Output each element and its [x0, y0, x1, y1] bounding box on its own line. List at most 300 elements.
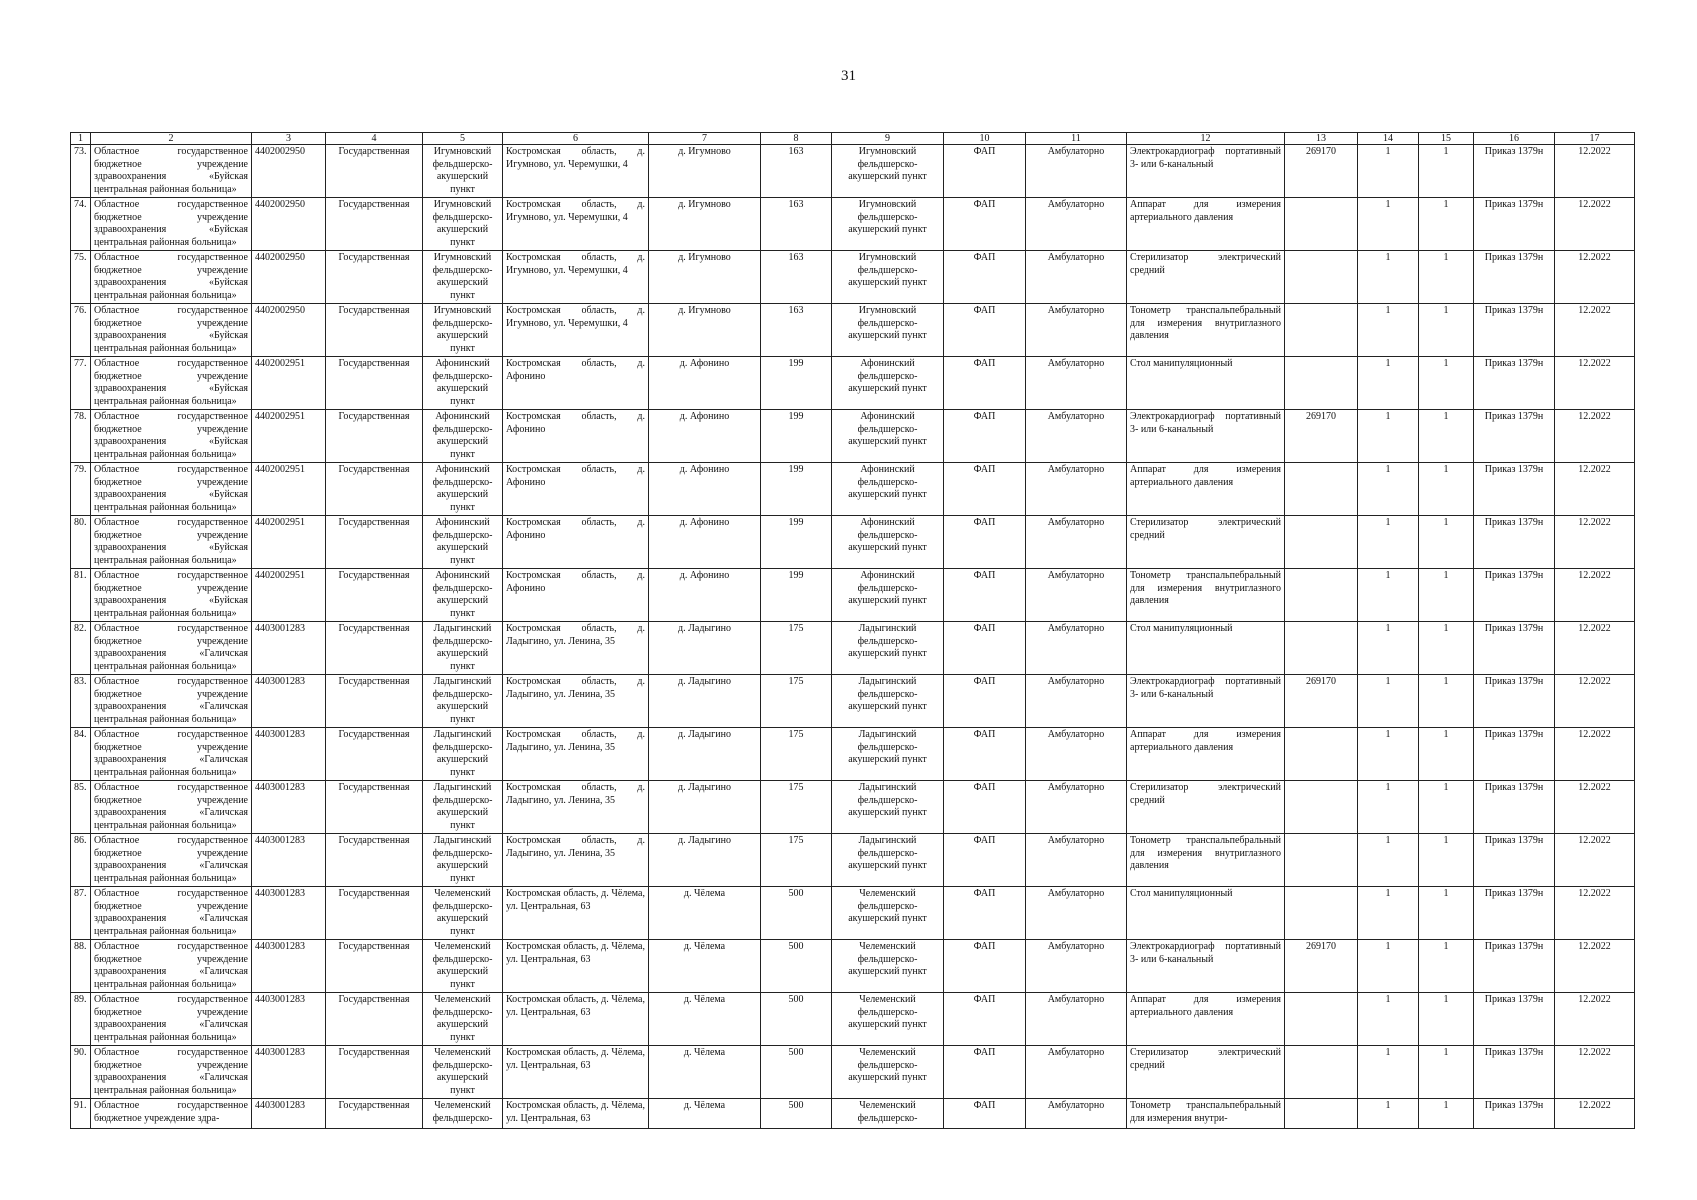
care-type-cell: Амбулаторно — [1026, 622, 1127, 675]
equipment-code-cell — [1285, 887, 1358, 940]
locality-cell: д. Игумново — [649, 304, 761, 357]
ownership-type-cell: Государственная — [326, 198, 423, 251]
unit-name-cell: Игумновский фельдшерско-акушерский пункт — [423, 198, 503, 251]
quantity-cell: 1 — [1358, 198, 1419, 251]
care-type-cell: Амбулаторно — [1026, 940, 1127, 993]
code-cell: 4403001283 — [252, 675, 326, 728]
table-row — [71, 728, 1635, 781]
address-cell: Костромская область, д. Афонино — [503, 463, 649, 516]
row-number-cell: 79. — [71, 463, 91, 516]
care-type-cell: Амбулаторно — [1026, 728, 1127, 781]
column-number-cell: 1 — [71, 133, 91, 145]
facility-kind-cell: ФАП — [944, 675, 1026, 728]
code-cell: 4403001283 — [252, 1099, 326, 1129]
order-cell: Приказ 1379н — [1474, 622, 1555, 675]
ownership-type-cell: Государственная — [326, 145, 423, 198]
address-cell: Костромская область, д. Чёлема, ул. Центральная, 63 — [503, 1099, 649, 1129]
organization-cell: Областное государственное бюджетное учреждение здравоохранения «Галичская центральная районная больница» — [91, 940, 252, 993]
column-number-cell: 6 — [503, 133, 649, 145]
equipment-cell: Стол манипуляционный — [1127, 357, 1285, 410]
locality-cell: д. Игумново — [649, 145, 761, 198]
quantity-cell: 1 — [1358, 834, 1419, 887]
date-cell: 12.2022 — [1555, 728, 1635, 781]
address-cell: Костромская область, д. Ладыгино, ул. Ленина, 35 — [503, 728, 649, 781]
table-row — [71, 463, 1635, 516]
organization-cell: Областное государственное бюджетное учреждение здравоохранения «Буйская центральная районная больница» — [91, 145, 252, 198]
row-number-cell: 85. — [71, 781, 91, 834]
code-cell: 4402002950 — [252, 198, 326, 251]
locality-cell: д. Чёлема — [649, 1046, 761, 1099]
table-row — [71, 569, 1635, 622]
population-cell: 199 — [761, 516, 832, 569]
facility-kind-cell: ФАП — [944, 304, 1026, 357]
facility-cell: Игумновский фельдшерско-акушерский пункт — [832, 198, 944, 251]
care-type-cell: Амбулаторно — [1026, 834, 1127, 887]
population-cell: 500 — [761, 887, 832, 940]
code-cell: 4402002951 — [252, 463, 326, 516]
table-row — [71, 357, 1635, 410]
order-cell: Приказ 1379н — [1474, 251, 1555, 304]
date-cell: 12.2022 — [1555, 569, 1635, 622]
equipment-code-cell — [1285, 728, 1358, 781]
table-row — [71, 1046, 1635, 1099]
row-number-cell: 75. — [71, 251, 91, 304]
address-cell: Костромская область, д. Ладыгино, ул. Ленина, 35 — [503, 781, 649, 834]
unit-name-cell: Афонинский фельдшерско-акушерский пункт — [423, 463, 503, 516]
organization-cell: Областное государственное бюджетное учреждение здравоохранения «Буйская центральная районная больница» — [91, 304, 252, 357]
equipment-cell: Стерилизатор электрический средний — [1127, 516, 1285, 569]
date-cell: 12.2022 — [1555, 940, 1635, 993]
order-cell: Приказ 1379н — [1474, 516, 1555, 569]
address-cell: Костромская область, д. Игумново, ул. Черемушки, 4 — [503, 251, 649, 304]
quantity-cell: 1 — [1419, 463, 1474, 516]
quantity-cell: 1 — [1419, 993, 1474, 1046]
quantity-cell: 1 — [1419, 410, 1474, 463]
organization-cell: Областное государственное бюджетное учреждение здравоохранения «Галичская центральная районная больница» — [91, 887, 252, 940]
date-cell: 12.2022 — [1555, 198, 1635, 251]
care-type-cell: Амбулаторно — [1026, 1046, 1127, 1099]
quantity-cell: 1 — [1358, 781, 1419, 834]
row-number-cell: 77. — [71, 357, 91, 410]
care-type-cell: Амбулаторно — [1026, 410, 1127, 463]
ownership-type-cell: Государственная — [326, 463, 423, 516]
quantity-cell: 1 — [1358, 251, 1419, 304]
population-cell: 175 — [761, 675, 832, 728]
facility-kind-cell: ФАП — [944, 728, 1026, 781]
unit-name-cell: Афонинский фельдшерско-акушерский пункт — [423, 569, 503, 622]
equipment-code-cell — [1285, 463, 1358, 516]
address-cell: Костромская область, д. Игумново, ул. Черемушки, 4 — [503, 198, 649, 251]
column-number-cell: 9 — [832, 133, 944, 145]
ownership-type-cell: Государственная — [326, 569, 423, 622]
organization-cell: Областное государственное бюджетное учреждение здравоохранения «Галичская центральная районная больница» — [91, 675, 252, 728]
care-type-cell: Амбулаторно — [1026, 463, 1127, 516]
date-cell: 12.2022 — [1555, 357, 1635, 410]
unit-name-cell: Челеменский фельдшерско-акушерский пункт — [423, 993, 503, 1046]
organization-cell: Областное государственное бюджетное учреждение здравоохранения «Буйская центральная районная больница» — [91, 516, 252, 569]
equipment-cell: Электрокардиограф портативный 3- или 6-канальный — [1127, 675, 1285, 728]
ownership-type-cell: Государственная — [326, 675, 423, 728]
table-row — [71, 622, 1635, 675]
facility-kind-cell: ФАП — [944, 569, 1026, 622]
quantity-cell: 1 — [1419, 251, 1474, 304]
facility-cell: Игумновский фельдшерско-акушерский пункт — [832, 251, 944, 304]
quantity-cell: 1 — [1358, 516, 1419, 569]
table-row — [71, 145, 1635, 198]
code-cell: 4403001283 — [252, 781, 326, 834]
locality-cell: д. Афонино — [649, 569, 761, 622]
care-type-cell: Амбулаторно — [1026, 675, 1127, 728]
locality-cell: д. Ладыгино — [649, 622, 761, 675]
date-cell: 12.2022 — [1555, 516, 1635, 569]
facility-kind-cell: ФАП — [944, 357, 1026, 410]
order-cell: Приказ 1379н — [1474, 145, 1555, 198]
equipment-code-cell — [1285, 357, 1358, 410]
code-cell: 4402002951 — [252, 516, 326, 569]
organization-cell: Областное государственное бюджетное учреждение здравоохранения «Буйская центральная районная больница» — [91, 198, 252, 251]
equipment-code-cell — [1285, 198, 1358, 251]
ownership-type-cell: Государственная — [326, 728, 423, 781]
equipment-cell: Электрокардиограф портативный 3- или 6-канальный — [1127, 145, 1285, 198]
facility-cell: Афонинский фельдшерско-акушерский пункт — [832, 357, 944, 410]
facility-kind-cell: ФАП — [944, 940, 1026, 993]
equipment-code-cell — [1285, 993, 1358, 1046]
table-row — [71, 887, 1635, 940]
row-number-cell: 87. — [71, 887, 91, 940]
ownership-type-cell: Государственная — [326, 410, 423, 463]
equipment-cell: Стол манипуляционный — [1127, 887, 1285, 940]
care-type-cell: Амбулаторно — [1026, 1099, 1127, 1129]
quantity-cell: 1 — [1358, 410, 1419, 463]
date-cell: 12.2022 — [1555, 834, 1635, 887]
organization-cell: Областное государственное бюджетное учреждение здравоохранения «Галичская центральная районная больница» — [91, 993, 252, 1046]
population-cell: 500 — [761, 993, 832, 1046]
facility-kind-cell: ФАП — [944, 993, 1026, 1046]
date-cell: 12.2022 — [1555, 1046, 1635, 1099]
row-number-cell: 86. — [71, 834, 91, 887]
order-cell: Приказ 1379н — [1474, 357, 1555, 410]
unit-name-cell: Челеменский фельдшерско-акушерский пункт — [423, 940, 503, 993]
organization-cell: Областное государственное бюджетное учреждение здравоохранения «Буйская центральная районная больница» — [91, 357, 252, 410]
equipment-cell: Тонометр транспальпебральный для измерения внутриглазного давления — [1127, 834, 1285, 887]
unit-name-cell: Ладыгинский фельдшерско-акушерский пункт — [423, 675, 503, 728]
column-number-row — [71, 133, 1635, 145]
table-row — [71, 410, 1635, 463]
unit-name-cell: Ладыгинский фельдшерско-акушерский пункт — [423, 834, 503, 887]
locality-cell: д. Игумново — [649, 251, 761, 304]
quantity-cell: 1 — [1358, 463, 1419, 516]
row-number-cell: 84. — [71, 728, 91, 781]
facility-cell: Игумновский фельдшерско-акушерский пункт — [832, 145, 944, 198]
table-row — [71, 516, 1635, 569]
facility-cell: Афонинский фельдшерско-акушерский пункт — [832, 569, 944, 622]
locality-cell: д. Ладыгино — [649, 781, 761, 834]
column-number-cell: 13 — [1285, 133, 1358, 145]
quantity-cell: 1 — [1358, 569, 1419, 622]
code-cell: 4402002950 — [252, 251, 326, 304]
code-cell: 4403001283 — [252, 1046, 326, 1099]
code-cell: 4402002951 — [252, 410, 326, 463]
unit-name-cell: Афонинский фельдшерско-акушерский пункт — [423, 516, 503, 569]
date-cell: 12.2022 — [1555, 463, 1635, 516]
code-cell: 4403001283 — [252, 940, 326, 993]
facility-cell: Афонинский фельдшерско-акушерский пункт — [832, 410, 944, 463]
column-number-cell: 5 — [423, 133, 503, 145]
row-number-cell: 89. — [71, 993, 91, 1046]
population-cell: 199 — [761, 357, 832, 410]
organization-cell: Областное государственное бюджетное учреждение здравоохранения «Галичская центральная районная больница» — [91, 728, 252, 781]
date-cell: 12.2022 — [1555, 251, 1635, 304]
facility-kind-cell: ФАП — [944, 1046, 1026, 1099]
quantity-cell: 1 — [1419, 569, 1474, 622]
table-row — [71, 834, 1635, 887]
locality-cell: д. Ладыгино — [649, 675, 761, 728]
care-type-cell: Амбулаторно — [1026, 569, 1127, 622]
code-cell: 4403001283 — [252, 728, 326, 781]
equipment-cell: Аппарат для измерения артериального давления — [1127, 463, 1285, 516]
equipment-cell: Тонометр транспальпебральный для измерения внутриглазного давления — [1127, 569, 1285, 622]
population-cell: 163 — [761, 304, 832, 357]
order-cell: Приказ 1379н — [1474, 834, 1555, 887]
equipment-cell: Тонометр транспальпебральный для измерения внутриглазного давления — [1127, 304, 1285, 357]
facility-cell: Ладыгинский фельдшерско-акушерский пункт — [832, 622, 944, 675]
equipment-cell: Стерилизатор электрический средний — [1127, 1046, 1285, 1099]
unit-name-cell: Ладыгинский фельдшерско-акушерский пункт — [423, 781, 503, 834]
facility-cell: Ладыгинский фельдшерско-акушерский пункт — [832, 781, 944, 834]
address-cell: Костромская область, д. Чёлема, ул. Центральная, 63 — [503, 993, 649, 1046]
order-cell: Приказ 1379н — [1474, 463, 1555, 516]
facility-kind-cell: ФАП — [944, 516, 1026, 569]
unit-name-cell: Челеменский фельдшерско- — [423, 1099, 503, 1129]
ownership-type-cell: Государственная — [326, 251, 423, 304]
locality-cell: д. Чёлема — [649, 1099, 761, 1129]
population-cell: 199 — [761, 463, 832, 516]
column-number-cell: 11 — [1026, 133, 1127, 145]
order-cell: Приказ 1379н — [1474, 410, 1555, 463]
quantity-cell: 1 — [1419, 887, 1474, 940]
organization-cell: Областное государственное бюджетное учреждение здравоохранения «Галичская центральная районная больница» — [91, 834, 252, 887]
ownership-type-cell: Государственная — [326, 516, 423, 569]
table-row — [71, 993, 1635, 1046]
address-cell: Костромская область, д. Ладыгино, ул. Ленина, 35 — [503, 675, 649, 728]
facility-kind-cell: ФАП — [944, 145, 1026, 198]
quantity-cell: 1 — [1419, 145, 1474, 198]
organization-cell: Областное государственное бюджетное учреждение здравоохранения «Буйская центральная районная больница» — [91, 251, 252, 304]
order-cell: Приказ 1379н — [1474, 887, 1555, 940]
ownership-type-cell: Государственная — [326, 887, 423, 940]
quantity-cell: 1 — [1358, 145, 1419, 198]
locality-cell: д. Чёлема — [649, 993, 761, 1046]
organization-cell: Областное государственное бюджетное учреждение здравоохранения «Буйская центральная районная больница» — [91, 463, 252, 516]
date-cell: 12.2022 — [1555, 304, 1635, 357]
population-cell: 175 — [761, 622, 832, 675]
facility-cell: Челеменский фельдшерско-акушерский пункт — [832, 887, 944, 940]
column-number-cell: 14 — [1358, 133, 1419, 145]
population-cell: 163 — [761, 198, 832, 251]
table-row — [71, 1099, 1635, 1129]
care-type-cell: Амбулаторно — [1026, 993, 1127, 1046]
ownership-type-cell: Государственная — [326, 834, 423, 887]
address-cell: Костромская область, д. Афонино — [503, 410, 649, 463]
column-number-cell: 7 — [649, 133, 761, 145]
quantity-cell: 1 — [1419, 728, 1474, 781]
ownership-type-cell: Государственная — [326, 1099, 423, 1129]
column-number-cell: 17 — [1555, 133, 1635, 145]
equipment-cell: Стерилизатор электрический средний — [1127, 251, 1285, 304]
date-cell: 12.2022 — [1555, 410, 1635, 463]
facility-kind-cell: ФАП — [944, 463, 1026, 516]
unit-name-cell: Игумновский фельдшерско-акушерский пункт — [423, 145, 503, 198]
unit-name-cell: Ладыгинский фельдшерско-акушерский пункт — [423, 728, 503, 781]
row-number-cell: 73. — [71, 145, 91, 198]
order-cell: Приказ 1379н — [1474, 993, 1555, 1046]
row-number-cell: 83. — [71, 675, 91, 728]
column-number-cell: 16 — [1474, 133, 1555, 145]
facility-kind-cell: ФАП — [944, 1099, 1026, 1129]
quantity-cell: 1 — [1419, 304, 1474, 357]
equipment-cell: Аппарат для измерения артериального давления — [1127, 728, 1285, 781]
quantity-cell: 1 — [1419, 781, 1474, 834]
equipment-code-cell: 269170 — [1285, 940, 1358, 993]
quantity-cell: 1 — [1358, 940, 1419, 993]
row-number-cell: 81. — [71, 569, 91, 622]
unit-name-cell: Афонинский фельдшерско-акушерский пункт — [423, 357, 503, 410]
facility-cell: Челеменский фельдшерско-акушерский пункт — [832, 993, 944, 1046]
facility-kind-cell: ФАП — [944, 781, 1026, 834]
facility-cell: Афонинский фельдшерско-акушерский пункт — [832, 463, 944, 516]
equipment-code-cell — [1285, 622, 1358, 675]
table-row — [71, 304, 1635, 357]
ownership-type-cell: Государственная — [326, 304, 423, 357]
facility-cell: Афонинский фельдшерско-акушерский пункт — [832, 516, 944, 569]
population-cell: 500 — [761, 1046, 832, 1099]
order-cell: Приказ 1379н — [1474, 1046, 1555, 1099]
code-cell: 4403001283 — [252, 622, 326, 675]
organization-cell: Областное государственное бюджетное учреждение здравоохранения «Галичская центральная районная больница» — [91, 1046, 252, 1099]
row-number-cell: 90. — [71, 1046, 91, 1099]
ownership-type-cell: Государственная — [326, 781, 423, 834]
table-row — [71, 198, 1635, 251]
date-cell: 12.2022 — [1555, 675, 1635, 728]
care-type-cell: Амбулаторно — [1026, 251, 1127, 304]
facility-cell: Челеменский фельдшерско-акушерский пункт — [832, 1046, 944, 1099]
locality-cell: д. Афонино — [649, 410, 761, 463]
care-type-cell: Амбулаторно — [1026, 357, 1127, 410]
equipment-cell: Аппарат для измерения артериального давления — [1127, 993, 1285, 1046]
facility-cell: Игумновский фельдшерско-акушерский пункт — [832, 304, 944, 357]
date-cell: 12.2022 — [1555, 622, 1635, 675]
equipment-code-cell — [1285, 251, 1358, 304]
column-number-cell: 8 — [761, 133, 832, 145]
locality-cell: д. Ладыгино — [649, 834, 761, 887]
page-number: 31 — [841, 68, 856, 84]
date-cell: 12.2022 — [1555, 993, 1635, 1046]
ownership-type-cell: Государственная — [326, 357, 423, 410]
row-number-cell: 78. — [71, 410, 91, 463]
locality-cell: д. Ладыгино — [649, 728, 761, 781]
equipment-code-cell — [1285, 781, 1358, 834]
locality-cell: д. Игумново — [649, 198, 761, 251]
facility-cell: Челеменский фельдшерско- — [832, 1099, 944, 1129]
order-cell: Приказ 1379н — [1474, 675, 1555, 728]
quantity-cell: 1 — [1358, 1099, 1419, 1129]
equipment-table — [70, 132, 1635, 1129]
locality-cell: д. Чёлема — [649, 887, 761, 940]
column-number-cell: 2 — [91, 133, 252, 145]
equipment-code-cell — [1285, 1099, 1358, 1129]
equipment-code-cell — [1285, 569, 1358, 622]
population-cell: 163 — [761, 145, 832, 198]
quantity-cell: 1 — [1419, 834, 1474, 887]
quantity-cell: 1 — [1419, 940, 1474, 993]
population-cell: 199 — [761, 569, 832, 622]
unit-name-cell: Ладыгинский фельдшерско-акушерский пункт — [423, 622, 503, 675]
facility-cell: Челеменский фельдшерско-акушерский пункт — [832, 940, 944, 993]
quantity-cell: 1 — [1358, 887, 1419, 940]
quantity-cell: 1 — [1419, 357, 1474, 410]
column-number-cell: 10 — [944, 133, 1026, 145]
equipment-cell: Аппарат для измерения артериального давления — [1127, 198, 1285, 251]
organization-cell: Областное государственное бюджетное учреждение здра- — [91, 1099, 252, 1129]
population-cell: 163 — [761, 251, 832, 304]
facility-kind-cell: ФАП — [944, 198, 1026, 251]
care-type-cell: Амбулаторно — [1026, 516, 1127, 569]
row-number-cell: 80. — [71, 516, 91, 569]
date-cell: 12.2022 — [1555, 781, 1635, 834]
quantity-cell: 1 — [1358, 1046, 1419, 1099]
code-cell: 4402002951 — [252, 357, 326, 410]
care-type-cell: Амбулаторно — [1026, 145, 1127, 198]
order-cell: Приказ 1379н — [1474, 781, 1555, 834]
facility-cell: Ладыгинский фельдшерско-акушерский пункт — [832, 675, 944, 728]
facility-kind-cell: ФАП — [944, 887, 1026, 940]
quantity-cell: 1 — [1358, 993, 1419, 1046]
address-cell: Костромская область, д. Чёлема, ул. Центральная, 63 — [503, 940, 649, 993]
equipment-code-cell — [1285, 834, 1358, 887]
order-cell: Приказ 1379н — [1474, 728, 1555, 781]
care-type-cell: Амбулаторно — [1026, 198, 1127, 251]
code-cell: 4403001283 — [252, 993, 326, 1046]
address-cell: Костромская область, д. Игумново, ул. Черемушки, 4 — [503, 145, 649, 198]
date-cell: 12.2022 — [1555, 1099, 1635, 1129]
equipment-cell: Стерилизатор электрический средний — [1127, 781, 1285, 834]
unit-name-cell: Челеменский фельдшерско-акушерский пункт — [423, 887, 503, 940]
organization-cell: Областное государственное бюджетное учреждение здравоохранения «Буйская центральная районная больница» — [91, 410, 252, 463]
date-cell: 12.2022 — [1555, 887, 1635, 940]
facility-kind-cell: ФАП — [944, 622, 1026, 675]
column-number-cell: 12 — [1127, 133, 1285, 145]
quantity-cell: 1 — [1358, 304, 1419, 357]
care-type-cell: Амбулаторно — [1026, 304, 1127, 357]
facility-kind-cell: ФАП — [944, 834, 1026, 887]
quantity-cell: 1 — [1419, 516, 1474, 569]
unit-name-cell: Челеменский фельдшерско-акушерский пункт — [423, 1046, 503, 1099]
locality-cell: д. Афонино — [649, 357, 761, 410]
table-row — [71, 675, 1635, 728]
order-cell: Приказ 1379н — [1474, 304, 1555, 357]
equipment-code-cell — [1285, 304, 1358, 357]
equipment-code-cell — [1285, 516, 1358, 569]
facility-cell: Ладыгинский фельдшерско-акушерский пункт — [832, 834, 944, 887]
equipment-cell: Тонометр транспальпебральный для измерения внутри- — [1127, 1099, 1285, 1129]
order-cell: Приказ 1379н — [1474, 940, 1555, 993]
order-cell: Приказ 1379н — [1474, 569, 1555, 622]
address-cell: Костромская область, д. Ладыгино, ул. Ленина, 35 — [503, 622, 649, 675]
equipment-code-cell: 269170 — [1285, 145, 1358, 198]
order-cell: Приказ 1379н — [1474, 1099, 1555, 1129]
quantity-cell: 1 — [1419, 1099, 1474, 1129]
order-cell: Приказ 1379н — [1474, 198, 1555, 251]
